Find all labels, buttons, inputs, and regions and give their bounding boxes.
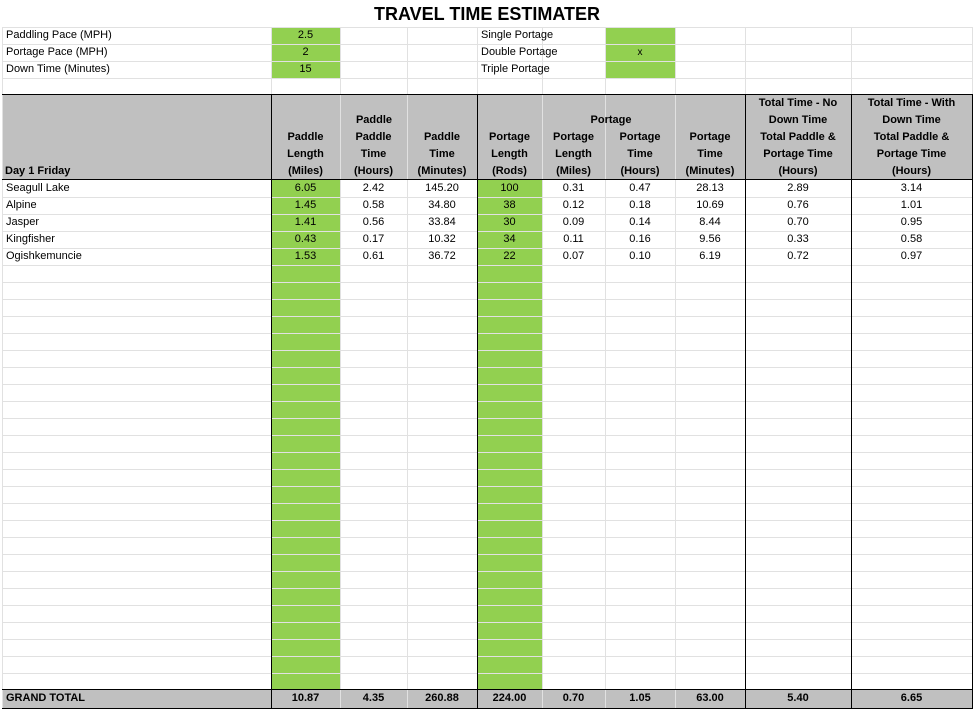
portage-time-minutes-cell[interactable]: 10.69 (696, 199, 724, 211)
header-line: Total Paddle & (760, 131, 836, 143)
paddle-time-minutes-cell[interactable]: 33.84 (428, 216, 456, 228)
param-value-paddling-pace[interactable]: 2.5 (297, 29, 314, 41)
header-line: (Hours) (778, 165, 818, 177)
header-total-with-down (851, 95, 972, 180)
gridline-horizontal (2, 418, 973, 419)
header-line: Paddle (355, 131, 392, 143)
grand-total-portage-rods[interactable]: 224.00 (492, 692, 527, 704)
gridline-horizontal (2, 452, 973, 453)
param-value-portage-pace[interactable]: 2 (302, 46, 309, 58)
paddle-time-hours-cell[interactable]: 0.17 (362, 233, 385, 245)
portage-miles-cell[interactable]: 0.07 (562, 250, 585, 262)
header-total-no-down (745, 95, 851, 180)
header-paddle-time-minutes (407, 129, 477, 180)
grand-total-label: GRAND TOTAL (6, 692, 86, 704)
gridline-horizontal (2, 350, 973, 351)
gridline-horizontal (2, 554, 973, 555)
gridline-horizontal (2, 299, 973, 300)
header-portage-group: Portage (590, 114, 632, 126)
header-paddle-length (271, 129, 340, 180)
header-line: (Miles) (556, 165, 591, 177)
portage-option-triple-mark[interactable] (605, 61, 675, 78)
total-with-down-cell[interactable]: 0.97 (900, 250, 923, 262)
gridline-horizontal (2, 316, 973, 317)
header-line: Time (627, 148, 653, 160)
total-no-down-cell[interactable]: 0.33 (787, 233, 809, 245)
param-label-down-time: Down Time (Minutes) (6, 63, 110, 75)
portage-rods-cell[interactable]: 22 (503, 250, 516, 262)
lake-name-cell[interactable]: Alpine (6, 199, 37, 211)
total-no-down-cell[interactable]: 0.76 (787, 199, 809, 211)
total-no-down-cell[interactable]: 0.70 (787, 216, 809, 228)
gridline-horizontal (2, 78, 973, 79)
header-line: Portage (489, 131, 530, 143)
paddle-length-cell[interactable]: 1.41 (294, 216, 317, 228)
portage-option-single-mark[interactable] (605, 27, 675, 44)
portage-time-hours-cell[interactable]: 0.47 (629, 182, 651, 194)
portage-time-minutes-cell[interactable]: 28.13 (696, 182, 724, 194)
total-bottom-border (2, 708, 973, 709)
header-day: Day 1 Friday (5, 165, 71, 177)
gridline-horizontal (2, 333, 973, 334)
grand-total-paddle-length[interactable]: 10.87 (291, 692, 320, 704)
portage-miles-cell[interactable]: 0.12 (562, 199, 585, 211)
param-label-portage-pace: Portage Pace (MPH) (6, 46, 108, 58)
param-label-paddling-pace: Paddling Pace (MPH) (6, 29, 112, 41)
header-line: Length (287, 148, 324, 160)
header-line: Paddle (287, 131, 324, 143)
portage-miles-cell[interactable]: 0.09 (562, 216, 585, 228)
grand-total-total-no-down[interactable]: 5.40 (787, 692, 809, 704)
grand-total-portage-time-hours[interactable]: 1.05 (629, 692, 651, 704)
gridline-horizontal (2, 384, 973, 385)
portage-time-minutes-cell[interactable]: 6.19 (699, 250, 721, 262)
header-line: Total Time - With (867, 97, 956, 109)
paddle-time-minutes-cell[interactable]: 145.20 (425, 182, 459, 194)
header-line: Portage (553, 131, 594, 143)
header-line: Length (555, 148, 592, 160)
lake-name-cell[interactable]: Kingfisher (6, 233, 55, 245)
param-value-down-time[interactable]: 15 (299, 63, 312, 75)
portage-option-double-mark[interactable]: x (637, 47, 643, 58)
gridline-horizontal (2, 605, 973, 606)
gridline-horizontal (2, 520, 973, 521)
portage-time-minutes-cell[interactable]: 8.44 (699, 216, 721, 228)
total-with-down-cell[interactable]: 0.95 (900, 216, 923, 228)
total-no-down-cell[interactable]: 2.89 (787, 182, 809, 194)
header-line: Total Paddle & (873, 131, 950, 143)
portage-miles-cell[interactable]: 0.31 (562, 182, 585, 194)
header-portage-length-miles (542, 129, 605, 180)
gridline-horizontal (2, 282, 973, 283)
portage-option-triple-label: Triple Portage (481, 63, 550, 75)
gridline-horizontal (2, 639, 973, 640)
header-portage-time-minutes (675, 129, 745, 180)
paddle-length-cell[interactable]: 1.45 (294, 199, 317, 211)
header-line: (Rods) (492, 165, 527, 177)
paddle-time-hours-cell[interactable]: 2.42 (362, 182, 385, 194)
header-line: (Minutes) (685, 165, 735, 177)
portage-option-single-label: Single Portage (481, 29, 554, 41)
header-portage-time-hours (605, 129, 675, 180)
grand-total-portage-miles[interactable]: 0.70 (562, 692, 585, 704)
header-line: Time (697, 148, 723, 160)
paddle-time-hours-cell[interactable]: 0.56 (362, 216, 385, 228)
gridline-horizontal (2, 588, 973, 589)
grand-total-paddle-time-minutes[interactable]: 260.88 (425, 692, 459, 704)
divider-right (972, 94, 973, 709)
sheet-title: TRAVEL TIME ESTIMATER (373, 4, 600, 24)
lake-name-cell[interactable]: Jasper (6, 216, 40, 228)
gridline-horizontal (2, 401, 973, 402)
paddle-time-minutes-cell[interactable]: 10.32 (428, 233, 456, 245)
portage-rods-cell[interactable]: 34 (503, 233, 516, 245)
gridline-horizontal (2, 537, 973, 538)
header-line: Time (429, 148, 455, 160)
total-with-down-cell[interactable]: 0.58 (900, 233, 923, 245)
header-line: (Hours) (620, 165, 660, 177)
header-line: (Hours) (353, 165, 394, 177)
gridline-horizontal (2, 571, 973, 572)
grand-total-portage-time-minutes[interactable]: 63.00 (696, 692, 724, 704)
gridline-horizontal (2, 622, 973, 623)
header-line: Down Time (768, 114, 828, 126)
paddle-length-cell[interactable]: 0.43 (294, 233, 317, 245)
header-line: (Hours) (891, 165, 932, 177)
portage-time-hours-cell[interactable]: 0.10 (629, 250, 651, 262)
lake-name-cell[interactable]: Ogishkemuncie (6, 250, 82, 262)
gridline-horizontal (2, 435, 973, 436)
gridline-horizontal (2, 656, 973, 657)
portage-rods-cell[interactable]: 30 (503, 216, 516, 228)
header-portage-length-rods (477, 129, 542, 180)
total-with-down-cell[interactable]: 1.01 (900, 199, 923, 211)
paddle-length-cell[interactable]: 1.53 (294, 250, 317, 262)
portage-option-double-label: Double Portage (481, 46, 558, 58)
gridline-horizontal (2, 673, 973, 674)
header-line: (Miles) (288, 165, 323, 177)
total-no-down-cell[interactable]: 0.72 (787, 250, 809, 262)
portage-rods-cell[interactable]: 38 (503, 199, 516, 211)
header-line: (Minutes) (417, 165, 467, 177)
gridline-vertical (2, 27, 3, 709)
header-line: Portage (689, 131, 731, 143)
header-line: Time (360, 148, 387, 160)
header-line: Paddle (423, 131, 461, 143)
header-line: Down Time (882, 114, 941, 126)
paddle-time-minutes-cell[interactable]: 36.72 (428, 250, 456, 262)
gridline-horizontal (2, 265, 973, 266)
header-line: Portage Time (763, 148, 833, 160)
header-paddle-group: Paddle (355, 114, 393, 126)
portage-time-hours-cell[interactable]: 0.16 (629, 233, 651, 245)
gridline-horizontal (2, 469, 973, 470)
header-paddle-time-hours (340, 129, 407, 180)
header-line: Total Time - No (758, 97, 838, 109)
paddle-time-minutes-cell[interactable]: 34.80 (428, 199, 456, 211)
gridline-horizontal (2, 367, 973, 368)
portage-miles-cell[interactable]: 0.11 (563, 233, 584, 245)
lake-name-cell[interactable]: Seagull Lake (6, 182, 70, 194)
paddle-length-cell[interactable]: 6.05 (294, 182, 317, 194)
grand-total-total-with-down[interactable]: 6.65 (900, 692, 923, 704)
gridline-horizontal (2, 486, 973, 487)
portage-time-hours-cell[interactable]: 0.14 (629, 216, 651, 228)
header-line: Portage (619, 131, 661, 143)
header-line: Portage Time (876, 148, 947, 160)
paddle-time-hours-cell[interactable]: 0.61 (362, 250, 385, 262)
gridline-horizontal (2, 503, 973, 504)
portage-rods-cell[interactable]: 100 (500, 182, 519, 194)
grand-total-paddle-time-hours[interactable]: 4.35 (362, 692, 385, 704)
portage-time-hours-cell[interactable]: 0.18 (629, 199, 651, 211)
paddle-time-hours-cell[interactable]: 0.58 (362, 199, 385, 211)
total-with-down-cell[interactable]: 3.14 (900, 182, 923, 194)
portage-time-minutes-cell[interactable]: 9.56 (699, 233, 721, 245)
header-line: Length (491, 148, 528, 160)
